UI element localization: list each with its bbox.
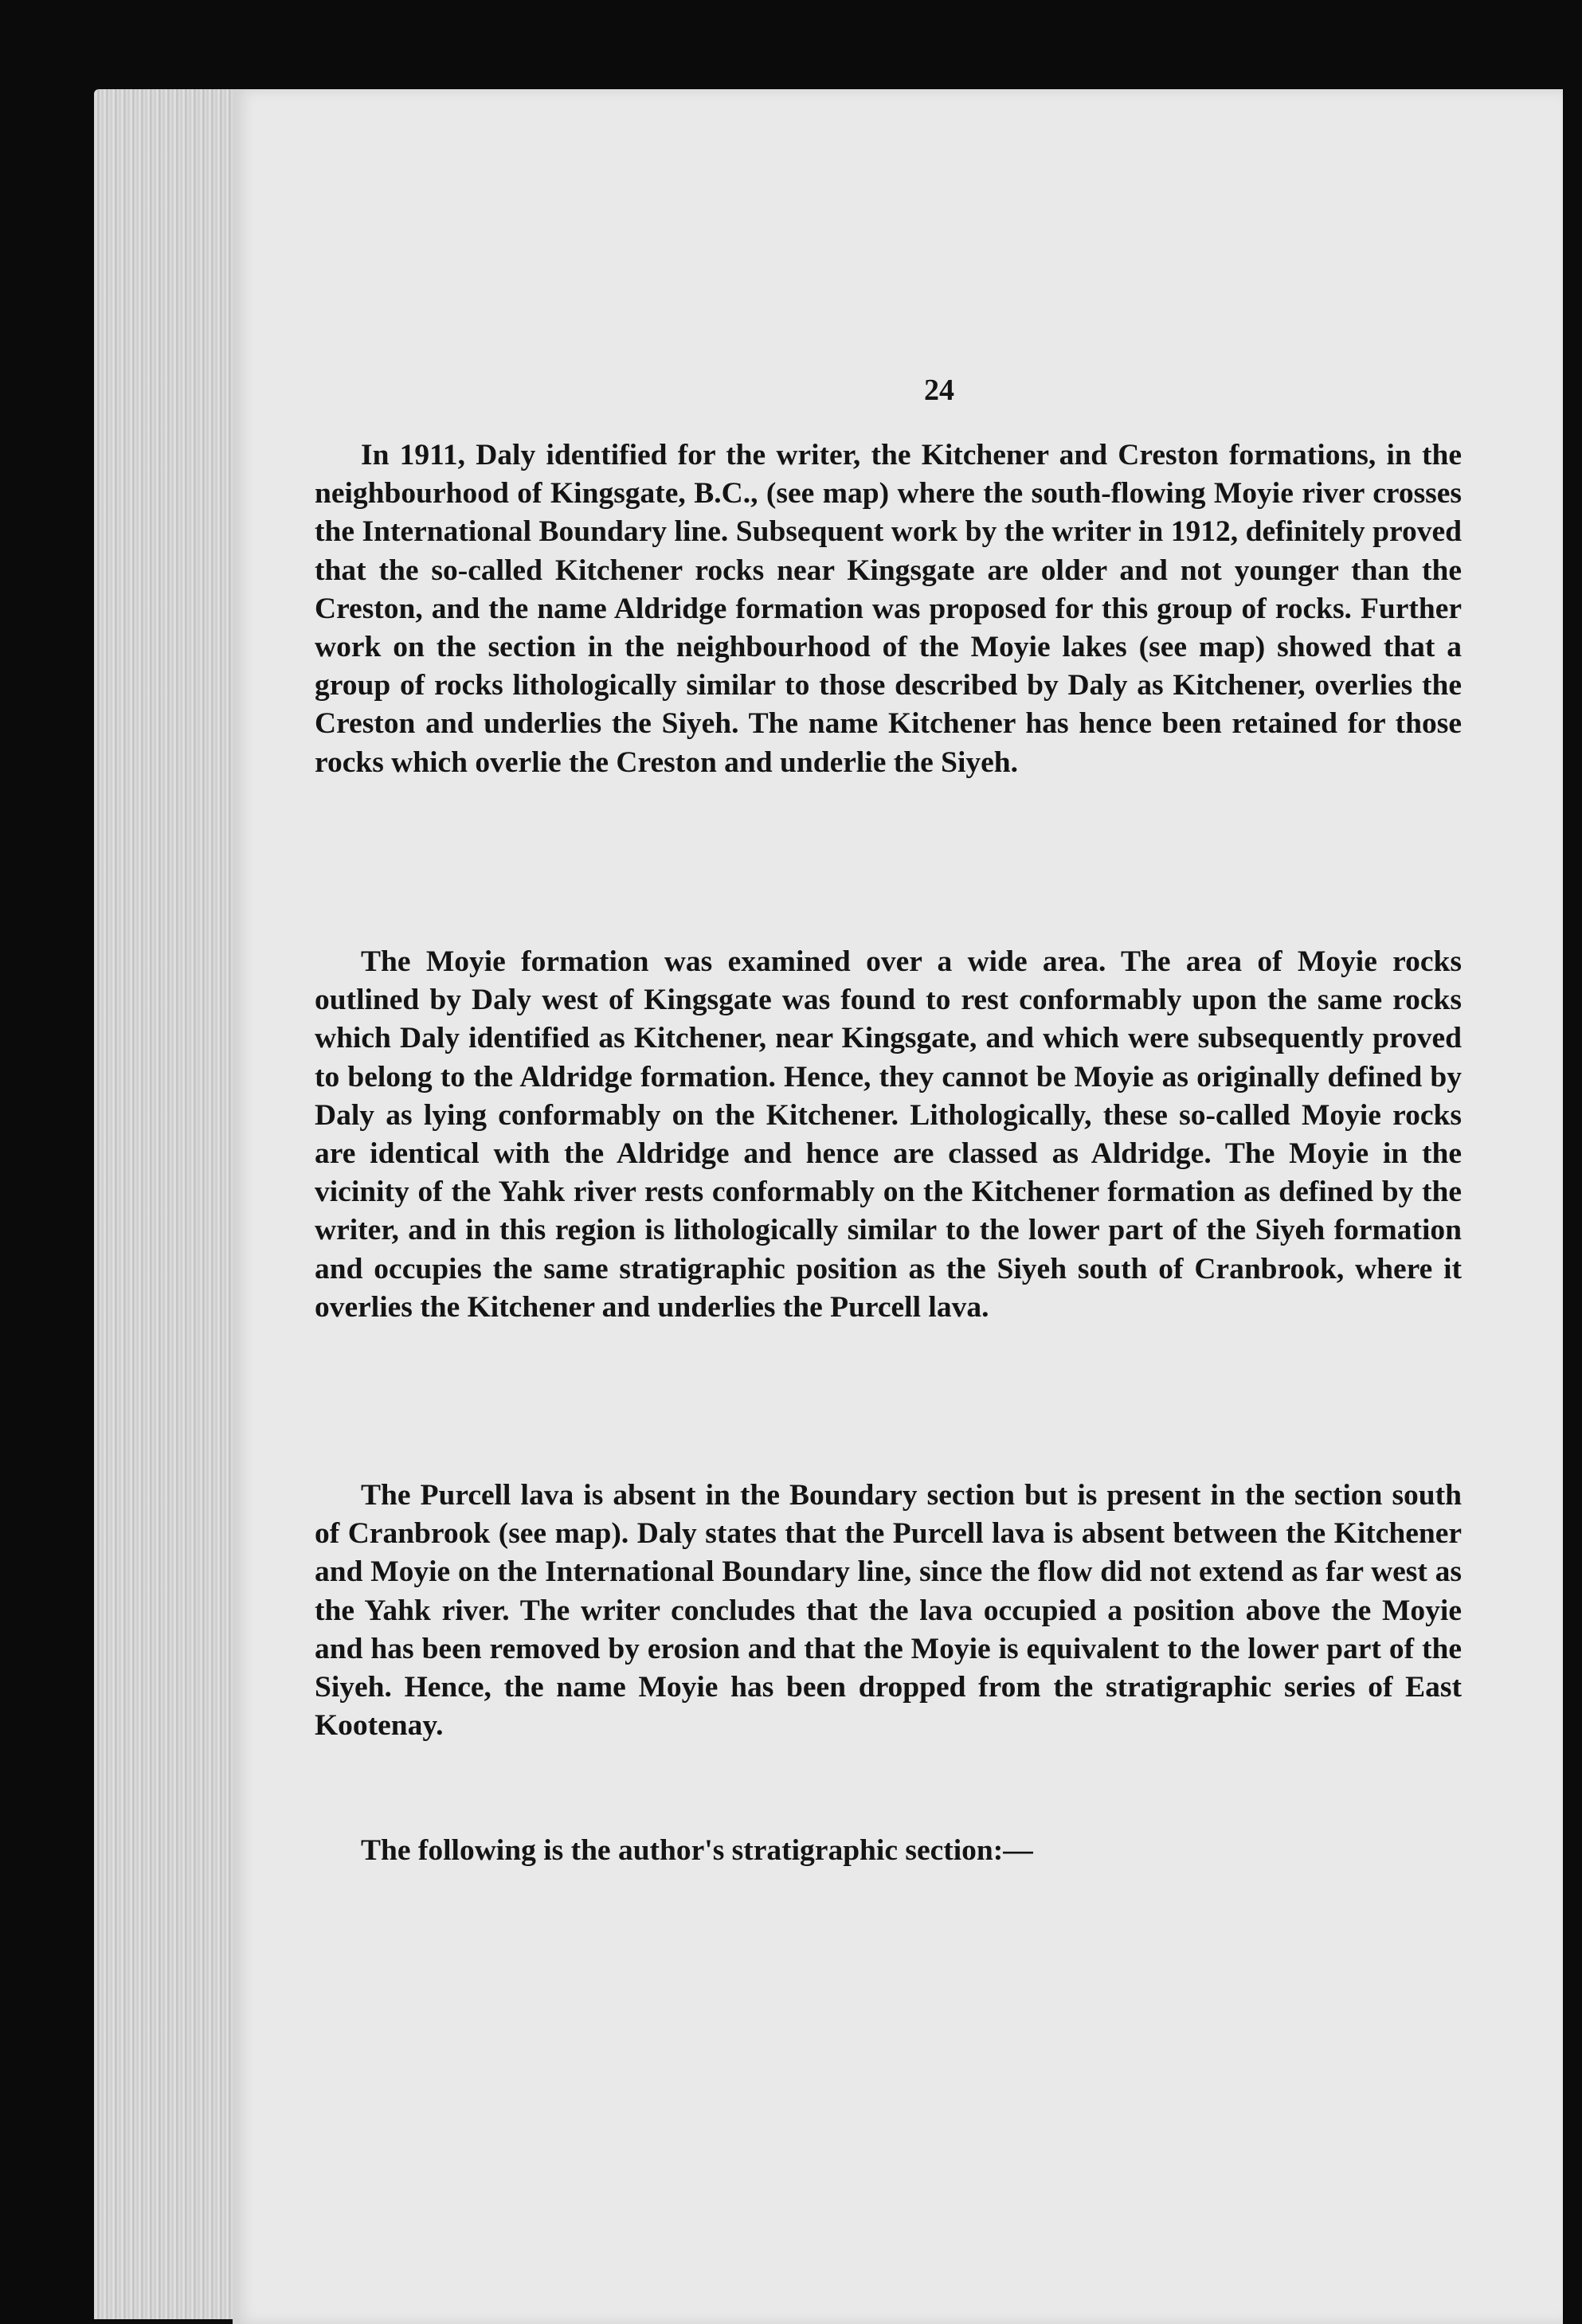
paragraph-3: The Purcell lava is absent in the Boundary section but is present in the section south of Cranbrook (see map). Daly states that the Purcell lava is absent between the Kitchener and Moyie on the International Boundary line, since the flow did not extend as far west as the Yahk river. The writer concludes that the lava occupied a position above the Moyie and has been removed by erosion and that the Moyie is equivalent to the lower part of the Siyeh. Hence, the name Moyie has been dropped from the stratigraphic series of East Kootenay. bbox=[315, 1479, 1462, 1743]
book-page-edges bbox=[94, 89, 237, 2319]
page-number: 24 bbox=[924, 374, 954, 407]
paragraph-2: The Moyie formation was examined over a wide area. The area of Moyie rocks outlined by Daly west of Kingsgate was found to rest conformably upon the same rocks which Daly identified as Kitchener, near Kingsgate, and which were subsequently proved to belong to the Aldridge formation. Hence, they cannot be Moyie as originally defined by Daly as lying conformably on the Kitchener. Lithologically, these so-called Moyie rocks are identical with the Aldridge and hence are classed as Aldridge. The Moyie in the vicinity of the Yahk river rests conformably on the Kitchener formation as defined by the writer, and in this region is lithologically similar to the lower part of the Siyeh formation and occupies the same stratigraphic position as the Siyeh south of Cranbrook, where it overlies the Kitchener and underlies the Purcell lava. bbox=[315, 945, 1462, 1324]
paragraph-4: The following is the author's stratigraphic section:— bbox=[361, 1834, 1033, 1867]
paragraph-1: In 1911, Daly identified for the writer, the Kitchener and Creston formations, in the neighbourhood of Kingsgate, B.C., (see map) where the south-flowing Moyie river crosses the International Boundary line. Subsequent work by the writer in 1912, definitely proved that the so-called Kitchener rocks near Kingsgate are older and not younger than the Creston, and the name Aldridge formation was proposed for this group of rocks. Further work on the section in the neighbourhood of the Moyie lakes (see map) showed that a group of rocks lithologically similar to those described by Daly as Kitchener, overlies the Creston and underlies the Siyeh. The name Kitchener has hence been retained for those rocks which overlie the Creston and underlie the Siyeh. bbox=[315, 439, 1462, 779]
